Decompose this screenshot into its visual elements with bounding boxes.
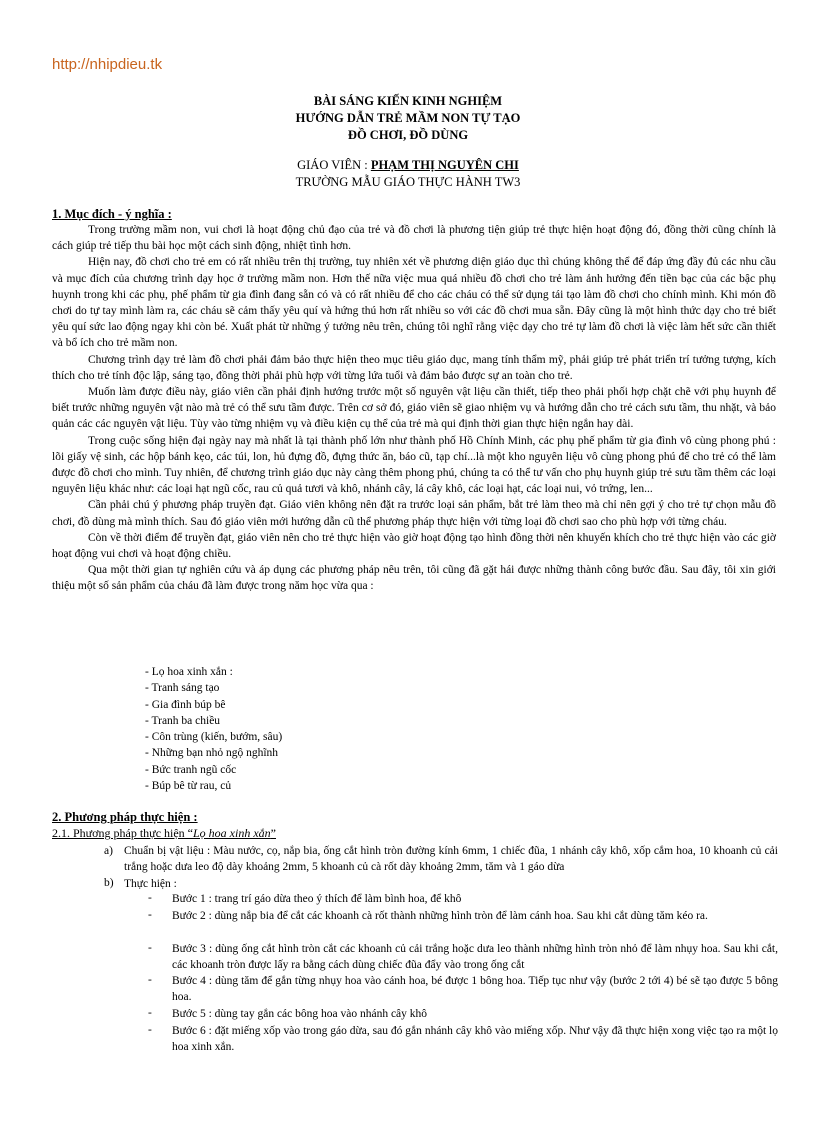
- list-item: - Búp bê từ rau, củ: [145, 780, 232, 793]
- paragraph: Chương trình dạy trẻ làm đồ chơi phải đảm bảo thực hiện theo mục tiêu giáo dục, mang tính thẩm mỹ, phải giúp trẻ phát triển trí tưởng tượng, kích thích cho trẻ tính độc lập, sáng tạo, đồng thời phải phù hợp với từng lứa tuổi và đảm bảo được sự an toàn cho trẻ.: [52, 353, 776, 382]
- list-item: - Côn trùng (kiến, bướm, sâu): [145, 731, 283, 744]
- paragraph: Trong cuộc sống hiện đại ngày nay mà nhất là tại thành phố lớn như thành phố Hồ Chính Minh, các phụ phế phẩm từ gia đình vô cùng phong phú : lõi giấy vệ sinh, các hộp bánh kẹo, các túi, lon, hủ đựng đồ, đựng thức ăn, báo cũ, tạp chí...là một kho nguyên liệu vô cùng phong phú để cho trẻ có thể làm được đồ chơi cho mình. Tuy nhiên, để chương trình giáo dục này càng thêm phong phú, chúng ta có thể tư vấn cho phụ huynh giúp trẻ sưu tầm thêm các loại nguyên liệu khác như: các loại hạt ngũ cốc, rau củ quả tươi và khô, nhánh cây, lá cây khô, các loại hạt, các loại nui, vỏ trứng, len...: [52, 434, 776, 496]
- step-bullet: -: [148, 909, 152, 921]
- author-prefix: GIÁO VIÊN :: [297, 158, 371, 172]
- paragraph: Cần phải chú ý phương pháp truyền đạt. Giáo viên không nên đặt ra trước loại sản phẩm, bắt trẻ làm theo mà chỉ nên gợi ý cho trẻ tự chọn mẫu đồ chơi, đồ dùng mà mình thích. Sau đó giáo viên mới hướng dẫn cũ thể phương pháp thực hiện với từng loại đồ chơi sao cho phù hợp với từng cháu.: [52, 499, 776, 528]
- step-4: Bước 4 : dùng tăm để gắn từng nhụy hoa vào cánh hoa, bé được 1 bông hoa. Tiếp tục như vậy (bước 2 tới 4) bé sẽ tạo được 5 bông hoa.: [172, 975, 778, 1003]
- step-1: Bước 1 : trang trí gáo dừa theo ý thích để làm bình hoa, để khô: [172, 893, 462, 905]
- section-1-body: [52, 222, 776, 595]
- author-school: TRƯỜNG MẪU GIÁO THỰC HÀNH TW3: [295, 175, 521, 189]
- step-bullet: -: [148, 974, 152, 986]
- list-item: - Tranh sáng tạo: [145, 682, 220, 695]
- list-item: - Bức tranh ngũ cốc: [145, 763, 237, 776]
- step-6: Bước 6 : đặt miếng xốp vào trong gáo dừa, sau đó gắn nhánh cây khô vào miếng xốp. Như vậy đã thực hiện xong việc tạo ra một lọ hoa xinh xắn.: [172, 1025, 778, 1053]
- list-item: - Gia đình búp bê: [145, 698, 226, 711]
- title-line-1: BÀI SÁNG KIẾN KINH NGHIỆM: [313, 94, 503, 108]
- list-item: - Tranh ba chiều: [145, 714, 221, 727]
- step-5: Bước 5 : dùng tay gắn các bông hoa vào nhánh cây khô: [172, 1008, 428, 1020]
- paragraph: Còn về thời điểm để truyền đạt, giáo viên nên cho trẻ thực hiện vào giờ hoạt động tạo hình đồng thời nên khuyến khích cho trẻ thực hiện vào các giờ hoạt động vui chơi và hoạt động chiều.: [52, 531, 776, 561]
- paragraph: Trong trường mầm non, vui chơi là hoạt động chủ đạo của trẻ và đồ chơi là phương tiện giúp trẻ thực hiện hoạt động đó, đồng thời cũng chính là cách giúp trẻ tiếp thu bài học một cách sinh động, nhiệt tình hơn.: [52, 224, 776, 253]
- section-2-heading: 2. Phương pháp thực hiện :: [52, 810, 198, 824]
- step-bullet: -: [148, 1024, 152, 1036]
- step-bullet: -: [148, 942, 152, 954]
- step-2: Bước 2 : dùng nắp bia để cắt các khoanh cà rốt thành những hình tròn để làm cánh hoa. Sau khi cắt dùng tăm kéo ra.: [172, 910, 708, 922]
- author-name: PHẠM THỊ NGUYÊN CHI: [370, 158, 519, 172]
- step-3: Bước 3 : dùng ống cắt hình tròn cắt các khoanh củ cải trắng hoặc dưa leo thành những hình tròn nhỏ để làm nhụy hoa. Sau khi cắt, các khoanh tròn được lấy ra bằng cách dùng chiếc đũa đẩy vào trong ống cắt: [172, 943, 778, 971]
- item-b-text: Thực hiện :: [124, 878, 177, 890]
- sub-prefix: 2.1. Phương pháp thực hiện “: [52, 826, 193, 840]
- paragraph: Hiện nay, đồ chơi cho trẻ em có rất nhiều trên thị trường, tuy nhiên xét về phương diện giáo dục thì chúng không thể để đáp ứng đầy đủ các nhu cầu và mục đích của chương trình dạy học ở trường mầm non. Hơn thế nữa việc mua quá nhiều đồ chơi cho trẻ làm ảnh hưởng đến tiền bạc của các bậc phụ huynh trong khi các phụ, phế phẩm từ gia đình đang sẵn có và có rất nhiều để cho các cháu có thể sử dụng tái tạo làm đồ chơi cho chính mình. Khi món đồ chơi do tự tay mình làm ra, các cháu sẽ cảm thấy yêu quí và hứng thú hơn rất nhiều so với các đồ chơi mua sẵn. Đây cũng là một hình thức dạy cho trẻ biết yêu quí sức lao động ngay khi còn bé. Xuất phát từ những ý tưởng nêu trên, chúng tôi nghĩ rằng việc dạy cho trẻ tự làm đồ chơi là việc làm hết sức cần thiết và bổ ích cho trẻ mầm non.: [52, 256, 776, 350]
- step-bullet: -: [148, 1007, 152, 1019]
- section-2-1-heading: [52, 826, 276, 841]
- item-a-text: Chuẩn bị vật liệu : Màu nước, cọ, nắp bia, ống cắt hình tròn đường kính 6mm, 1 chiếc đũa, 1 nhánh cây khô, xốp cắm hoa, 10 khoanh củ cải trắng hoặc dưa leo độ dày khoảng 2mm, 5 khoanh củ cà rốt dày khoảng 2mm, tăm và 1 gáo dừa: [124, 845, 778, 873]
- section-1-heading: 1. Mục đích - ý nghĩa :: [52, 207, 172, 221]
- list-item: - Lọ hoa xinh xắn :: [145, 666, 233, 678]
- sub-suffix: ”: [270, 826, 276, 840]
- author-line: [0, 157, 816, 174]
- step-bullet: -: [148, 892, 152, 904]
- product-list: [145, 664, 282, 794]
- item-a-label: a): [104, 845, 113, 857]
- title-line-3: ĐỒ CHƠI, ĐỒ DÙNG: [347, 128, 469, 142]
- list-item: - Những bạn nhỏ ngộ nghĩnh: [145, 747, 279, 760]
- title-line-2: HƯỚNG DẪN TRẺ MẦM NON TỰ TẠO: [295, 111, 521, 125]
- item-b-label: b): [104, 877, 114, 889]
- sub-italic: Lọ hoa xinh xắn: [193, 826, 271, 840]
- source-link[interactable]: http://nhipdieu.tk: [52, 56, 163, 73]
- paragraph: Muốn làm được điều này, giáo viên cần phải định hướng trước một số nguyên vật liệu cần thiết, tiếp theo phải phối hợp chặt chẽ với phụ huynh để biết trước những nguyên vật nào mà trẻ có thể sưu tầm được. Trên cơ sở đó, giáo viên sẽ giao nhiệm vụ và hướng dẫn cho trẻ cách sưu tầm, thu nhặt, và bảo quản các các nguyên vật liệu. Tùy vào từng nhiệm vụ và điều kiện cụ thể của trẻ mà qui định thời gian thực hiện ngắn hay dài.: [52, 386, 776, 431]
- paragraph: Qua một thời gian tự nghiên cứu và áp dụng các phương pháp nêu trên, tôi cũng đã gặt hái được những thành công bước đầu. Sau đây, tôi xin giới thiệu một số sản phẩm của cháu đã làm được trong năm học vừa qua :: [52, 564, 776, 593]
